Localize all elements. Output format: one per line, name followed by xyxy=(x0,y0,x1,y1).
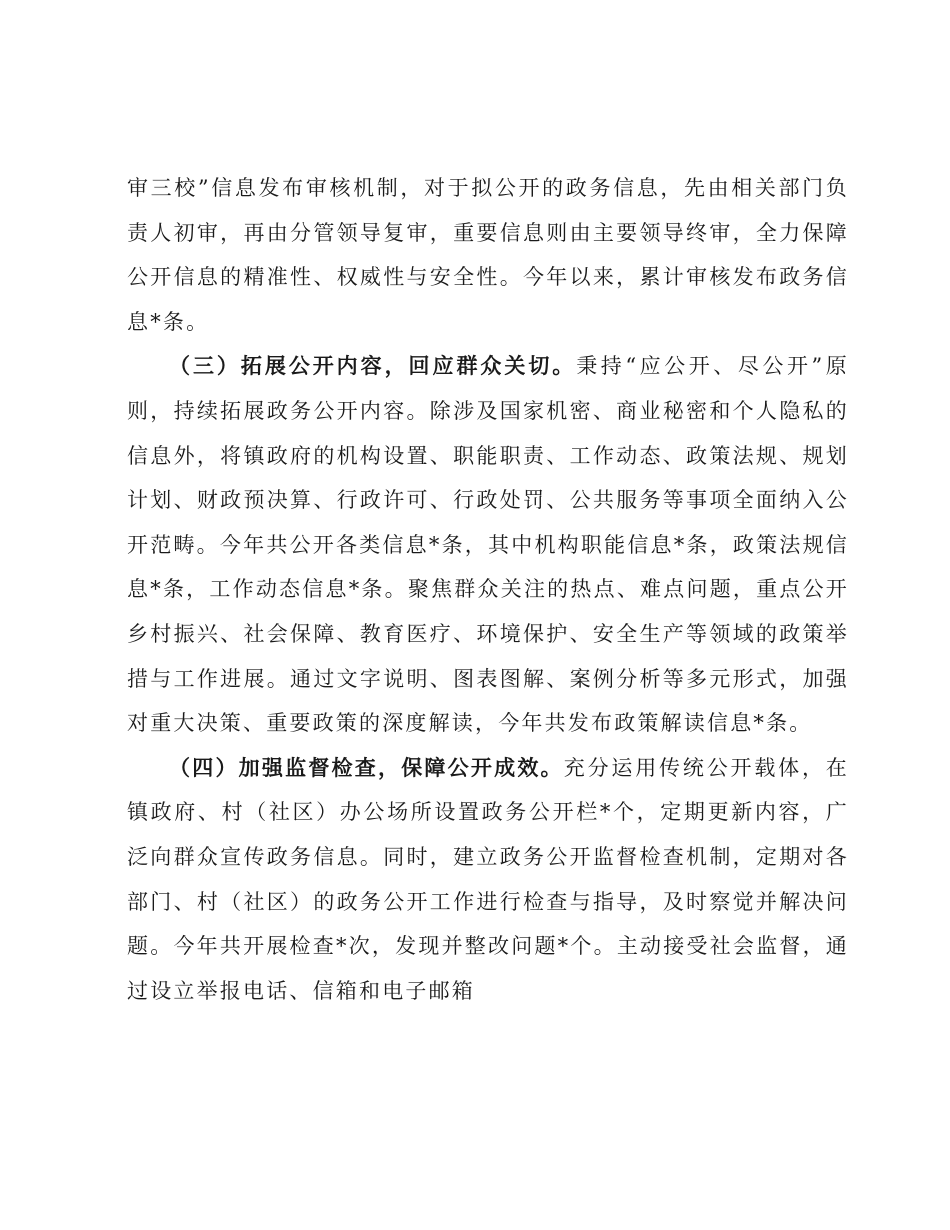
section-heading-three: （三）拓展公开内容，回应群众关切。 xyxy=(169,354,577,379)
paragraph-expand-content xyxy=(127,344,849,745)
paragraph-text: 充分运用传统公开载体，在镇政府、村（社区）办公场所设置政务公开栏*个，定期更新内容，广泛向群众宣传政务信息。同时，建立政务公开监督检查机制，定期对各部门、村（社区）的政务公开工作进行检查与指导，及时察觉并解决问题。今年共开展检查*次，发现并整改问题*个。主动接受社会监督，通过设立举报电话、信箱和电子邮箱 xyxy=(127,755,849,1003)
paragraph-supervision xyxy=(127,746,849,1014)
document-body xyxy=(127,166,849,1013)
paragraph-text: 审三校”信息发布审核机制，对于拟公开的政务信息，先由相关部门负责人初审，再由分管领导复审，重要信息则由主要领导终审，全力保障公开信息的精准性、权威性与安全性。今年以来，累计审核发布政务信息*条。 xyxy=(127,176,849,334)
section-heading-four: （四）加强监督检查，保障公开成效。 xyxy=(169,755,564,780)
paragraph-text: 秉持“应公开、尽公开”原则，持续拓展政务公开内容。除涉及国家机密、商业秘密和个人隐私的信息外，将镇政府的机构设置、职能职责、工作动态、政策法规、规划计划、财政预决算、行政许可、行政处罚、公共服务等事项全面纳入公开范畴。今年共公开各类信息*条，其中机构职能信息*条，政策法规信息*条，工作动态信息*条。聚焦群众关注的热点、难点问题，重点公开乡村振兴、社会保障、教育医疗、环境保护、安全生产等领域的政策举措与工作进展。通过文字说明、图表图解、案例分析等多元形式，加强对重大决策、重要政策的深度解读，今年共发布政策解读信息*条。 xyxy=(127,354,850,736)
paragraph-audit-mechanism xyxy=(127,166,849,344)
